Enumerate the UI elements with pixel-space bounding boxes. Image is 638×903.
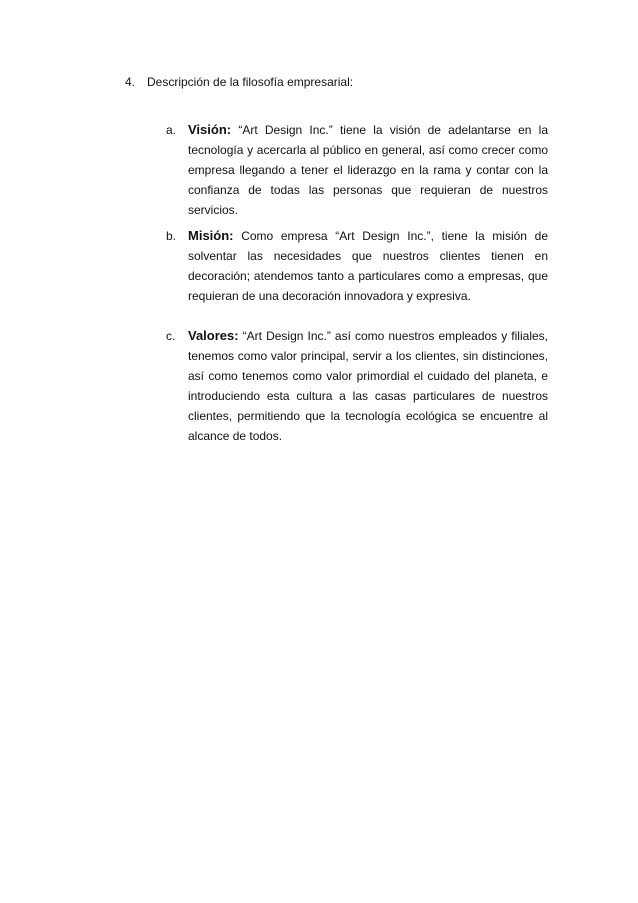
values-term: Valores: [188,328,239,343]
section-number: 4. [125,75,136,89]
vision-term: Visión: [188,122,232,137]
list-item-body [188,326,548,446]
vision-text: “Art Design Inc.” tiene la visión de adelantarse en la tecnología y acercarla al público en general, así como crecer como empresa llegando a tener el liderazgo en la rama y contar con la confianza de todas las personas que requieran de nuestros servicios. [188,123,548,217]
list-marker: c. [166,329,176,343]
section-title: Descripción de la filosofía empresarial: [147,75,354,89]
list-item-body [188,120,548,220]
list-marker: a. [166,123,177,137]
section-heading [125,73,565,91]
list-item-body [188,226,548,306]
mission-term: Misión: [188,228,234,243]
values-text: “Art Design Inc.” así como nuestros empleados y filiales, tenemos como valor principal, servir a los clientes, sin distinciones, así como tenemos como valor primordial el cuidado del planeta, e introduciendo esta cultura a las casas particulares de nuestros clientes, permitiendo que la tecnología ecológica se encuentre al alcance de todos. [188,329,548,443]
mission-text: Como empresa “Art Design Inc.”, tiene la misión de solventar las necesidades que nuestros clientes tienen en decoración; atendemos tanto a particulares como a empresas, que requieran de una decoración innovadora y expresiva. [188,229,549,303]
list-item-vision [166,120,548,220]
list-item-mission [166,226,548,306]
list-item-values [166,326,548,446]
list-marker: b. [166,229,177,243]
